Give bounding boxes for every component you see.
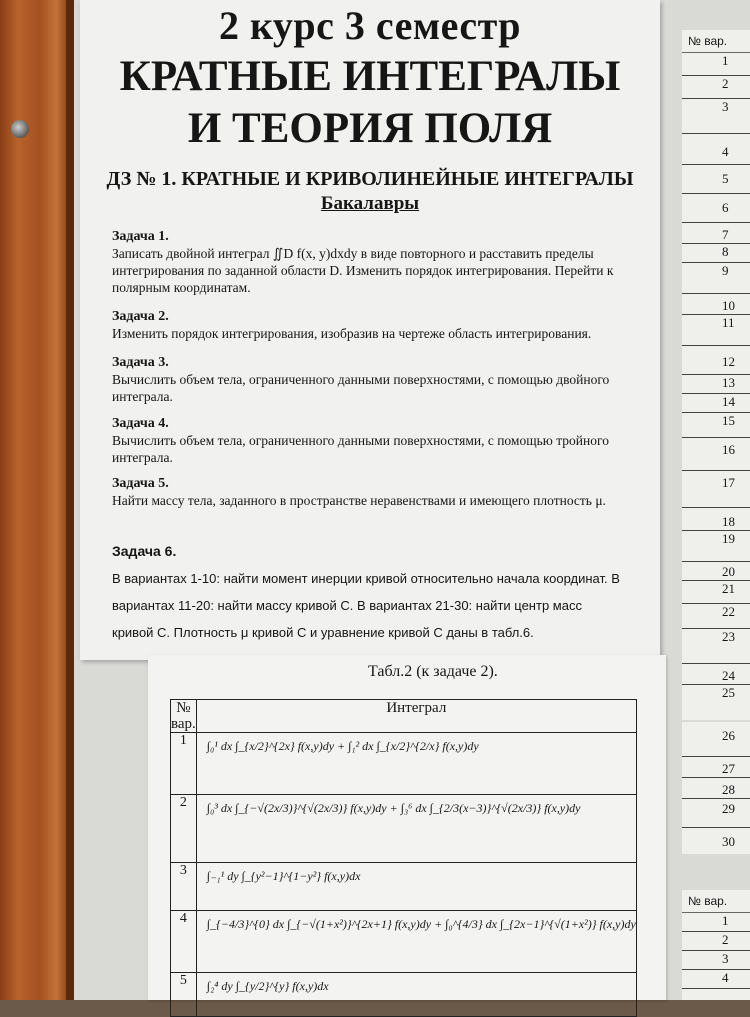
variant-row: 2 <box>682 76 750 99</box>
integral-cell <box>196 795 636 863</box>
table-row <box>171 733 637 795</box>
variant-row: 30 <box>722 834 735 849</box>
task-title: Задача 1. <box>112 229 169 244</box>
assignment-title: ДЗ № 1. КРАТНЫЕ И КРИВОЛИНЕЙНЫЕ ИНТЕГРАЛЫ <box>106 168 634 190</box>
variant-row: 1 <box>682 913 750 932</box>
variant-row: 14 <box>682 394 750 413</box>
variant-cell: 2 <box>171 795 197 863</box>
task-title: Задача 2. <box>112 309 169 324</box>
variant-row: 22 <box>682 604 750 629</box>
task-title: Задача 6. <box>112 543 177 559</box>
assignment-sheet <box>80 0 660 660</box>
variant-row: 25 <box>722 685 735 700</box>
task-4 <box>112 415 622 466</box>
wooden-door-frame <box>0 0 72 1000</box>
table-row <box>171 911 637 973</box>
variant-row: 23 <box>682 629 750 664</box>
variant-row: 6 <box>682 194 750 223</box>
integral-formula: ∫₂⁴ dy ∫_{y/2}^{y} f(x,y)dx <box>206 979 329 993</box>
task-text: В вариантах 1-10: найти момент инерции кривой относительно начала координат. В вариантах 11-20: найти массу кривой С. В вариантах 21-30: найти центр масс кривой С. Плотность μ кривой С и уравнение кривой С даны в табл.6. <box>112 571 620 640</box>
variant-row: 10 <box>682 294 750 315</box>
variant-row: 28 <box>682 778 750 799</box>
variant-row: 5 <box>682 165 750 194</box>
table-caption: Табл.2 (к задаче 2). <box>368 663 498 680</box>
variant-cell: 5 <box>171 973 197 1017</box>
integral-formula: ∫_{−4/3}^{0} dx ∫_{−√(1+x²)}^{2x+1} f(x,y)dy + ∫₀^{4/3} dx ∫_{2x−1}^{√(1+x²)} f(x,y)dy <box>206 917 636 931</box>
course-title: 2 курс 3 семестр <box>218 3 522 48</box>
table-row <box>171 973 637 1017</box>
table-header-row <box>171 700 637 733</box>
variant-row: 29 <box>682 799 750 828</box>
screw-icon <box>11 120 29 138</box>
variant-row: 4 <box>682 970 750 989</box>
variant-row: 19 <box>682 531 750 562</box>
integral-cell <box>196 911 636 973</box>
variant-row: 21 <box>682 581 750 604</box>
integral-cell <box>196 973 636 1017</box>
variant-row: 16 <box>682 438 750 471</box>
variant-row: 3 <box>682 99 750 134</box>
task-text: Записать двойной интеграл ∬D f(x, y)dxdy в виде повторного и расставить пределы интегрирования по заданной области D. Изменить порядок интегрирования. Перейти к полярным координатам. <box>112 246 614 295</box>
variant-row: 13 <box>682 375 750 394</box>
task-2 <box>112 308 622 342</box>
integral-formula: ∫₀³ dx ∫_{−√(2x/3)}^{√(2x/3)} f(x,y)dy + ∫₃⁶ dx ∫_{2/3(x−3)}^{√(2x/3)} f(x,y)dy <box>206 801 581 815</box>
variant-row: 20 <box>682 562 750 581</box>
variant-row: 24 <box>682 664 750 685</box>
task-title: Задача 3. <box>112 355 169 370</box>
variant-row: 26 <box>682 722 750 757</box>
task-3 <box>112 354 622 405</box>
variant-cell: 4 <box>171 911 197 973</box>
variant-number-column-2 <box>682 722 750 854</box>
variant-row: 3 <box>682 951 750 970</box>
col-variant-header: № вар. <box>171 700 196 732</box>
variant-cell: 3 <box>171 863 197 911</box>
task-text: Вычислить объем тела, ограниченного данными поверхностями, с помощью тройного интеграла. <box>112 433 609 465</box>
integral-formula: ∫₋₁¹ dy ∫_{y²−1}^{1−y²} f(x,y)dx <box>206 869 361 883</box>
variant-row: 18 <box>682 508 750 531</box>
col-integral-header: Интеграл <box>196 700 636 733</box>
variant-row: 17 <box>682 471 750 508</box>
variant-column-header: № вар. <box>682 30 750 53</box>
variant-cell: 1 <box>171 733 197 795</box>
table-row <box>171 795 637 863</box>
integral-formula: ∫₀¹ dx ∫_{x/2}^{2x} f(x,y)dy + ∫₁² dx ∫_{x/2}^{2/x} f(x,y)dy <box>206 739 479 753</box>
variant-row: 1 <box>682 53 750 76</box>
task-1 <box>112 228 622 296</box>
topic-title-line1: КРАТНЫЕ ИНТЕГРАЛЫ <box>119 53 621 100</box>
task-title: Задача 5. <box>112 476 169 491</box>
table-row <box>171 863 637 911</box>
task-text: Изменить порядок интегрирования, изобразив на чертеже область интегрирования. <box>112 326 592 341</box>
task-title: Задача 4. <box>112 416 169 431</box>
variant-row: 8 <box>682 244 750 263</box>
variant-row: 15 <box>682 413 750 438</box>
task-6 <box>112 538 622 646</box>
topic-title-line2: И ТЕОРИЯ ПОЛЯ <box>187 105 553 152</box>
audience-label: Бакалавры <box>320 193 420 214</box>
variant-column-header: № вар. <box>682 890 750 913</box>
variant-row: 11 <box>682 315 750 346</box>
variant-row: 2 <box>682 932 750 951</box>
variant-number-column-3 <box>682 890 750 1000</box>
table2-sheet <box>148 655 666 1000</box>
integral-table <box>170 699 637 1017</box>
variant-row: 27 <box>682 757 750 778</box>
task-text: Найти массу тела, заданного в пространстве неравенствами и имеющего плотность μ. <box>112 493 606 508</box>
variant-row: 9 <box>682 263 750 294</box>
variant-row: 7 <box>682 223 750 244</box>
integral-cell <box>196 733 636 795</box>
variant-row: 4 <box>682 134 750 165</box>
variant-number-column <box>682 30 750 720</box>
variant-row: 12 <box>682 346 750 375</box>
door-frame-edge <box>66 0 74 1000</box>
task-5 <box>112 475 622 509</box>
task-text: Вычислить объем тела, ограниченного данными поверхностями, с помощью двойного интеграла. <box>112 372 610 404</box>
integral-cell <box>196 863 636 911</box>
